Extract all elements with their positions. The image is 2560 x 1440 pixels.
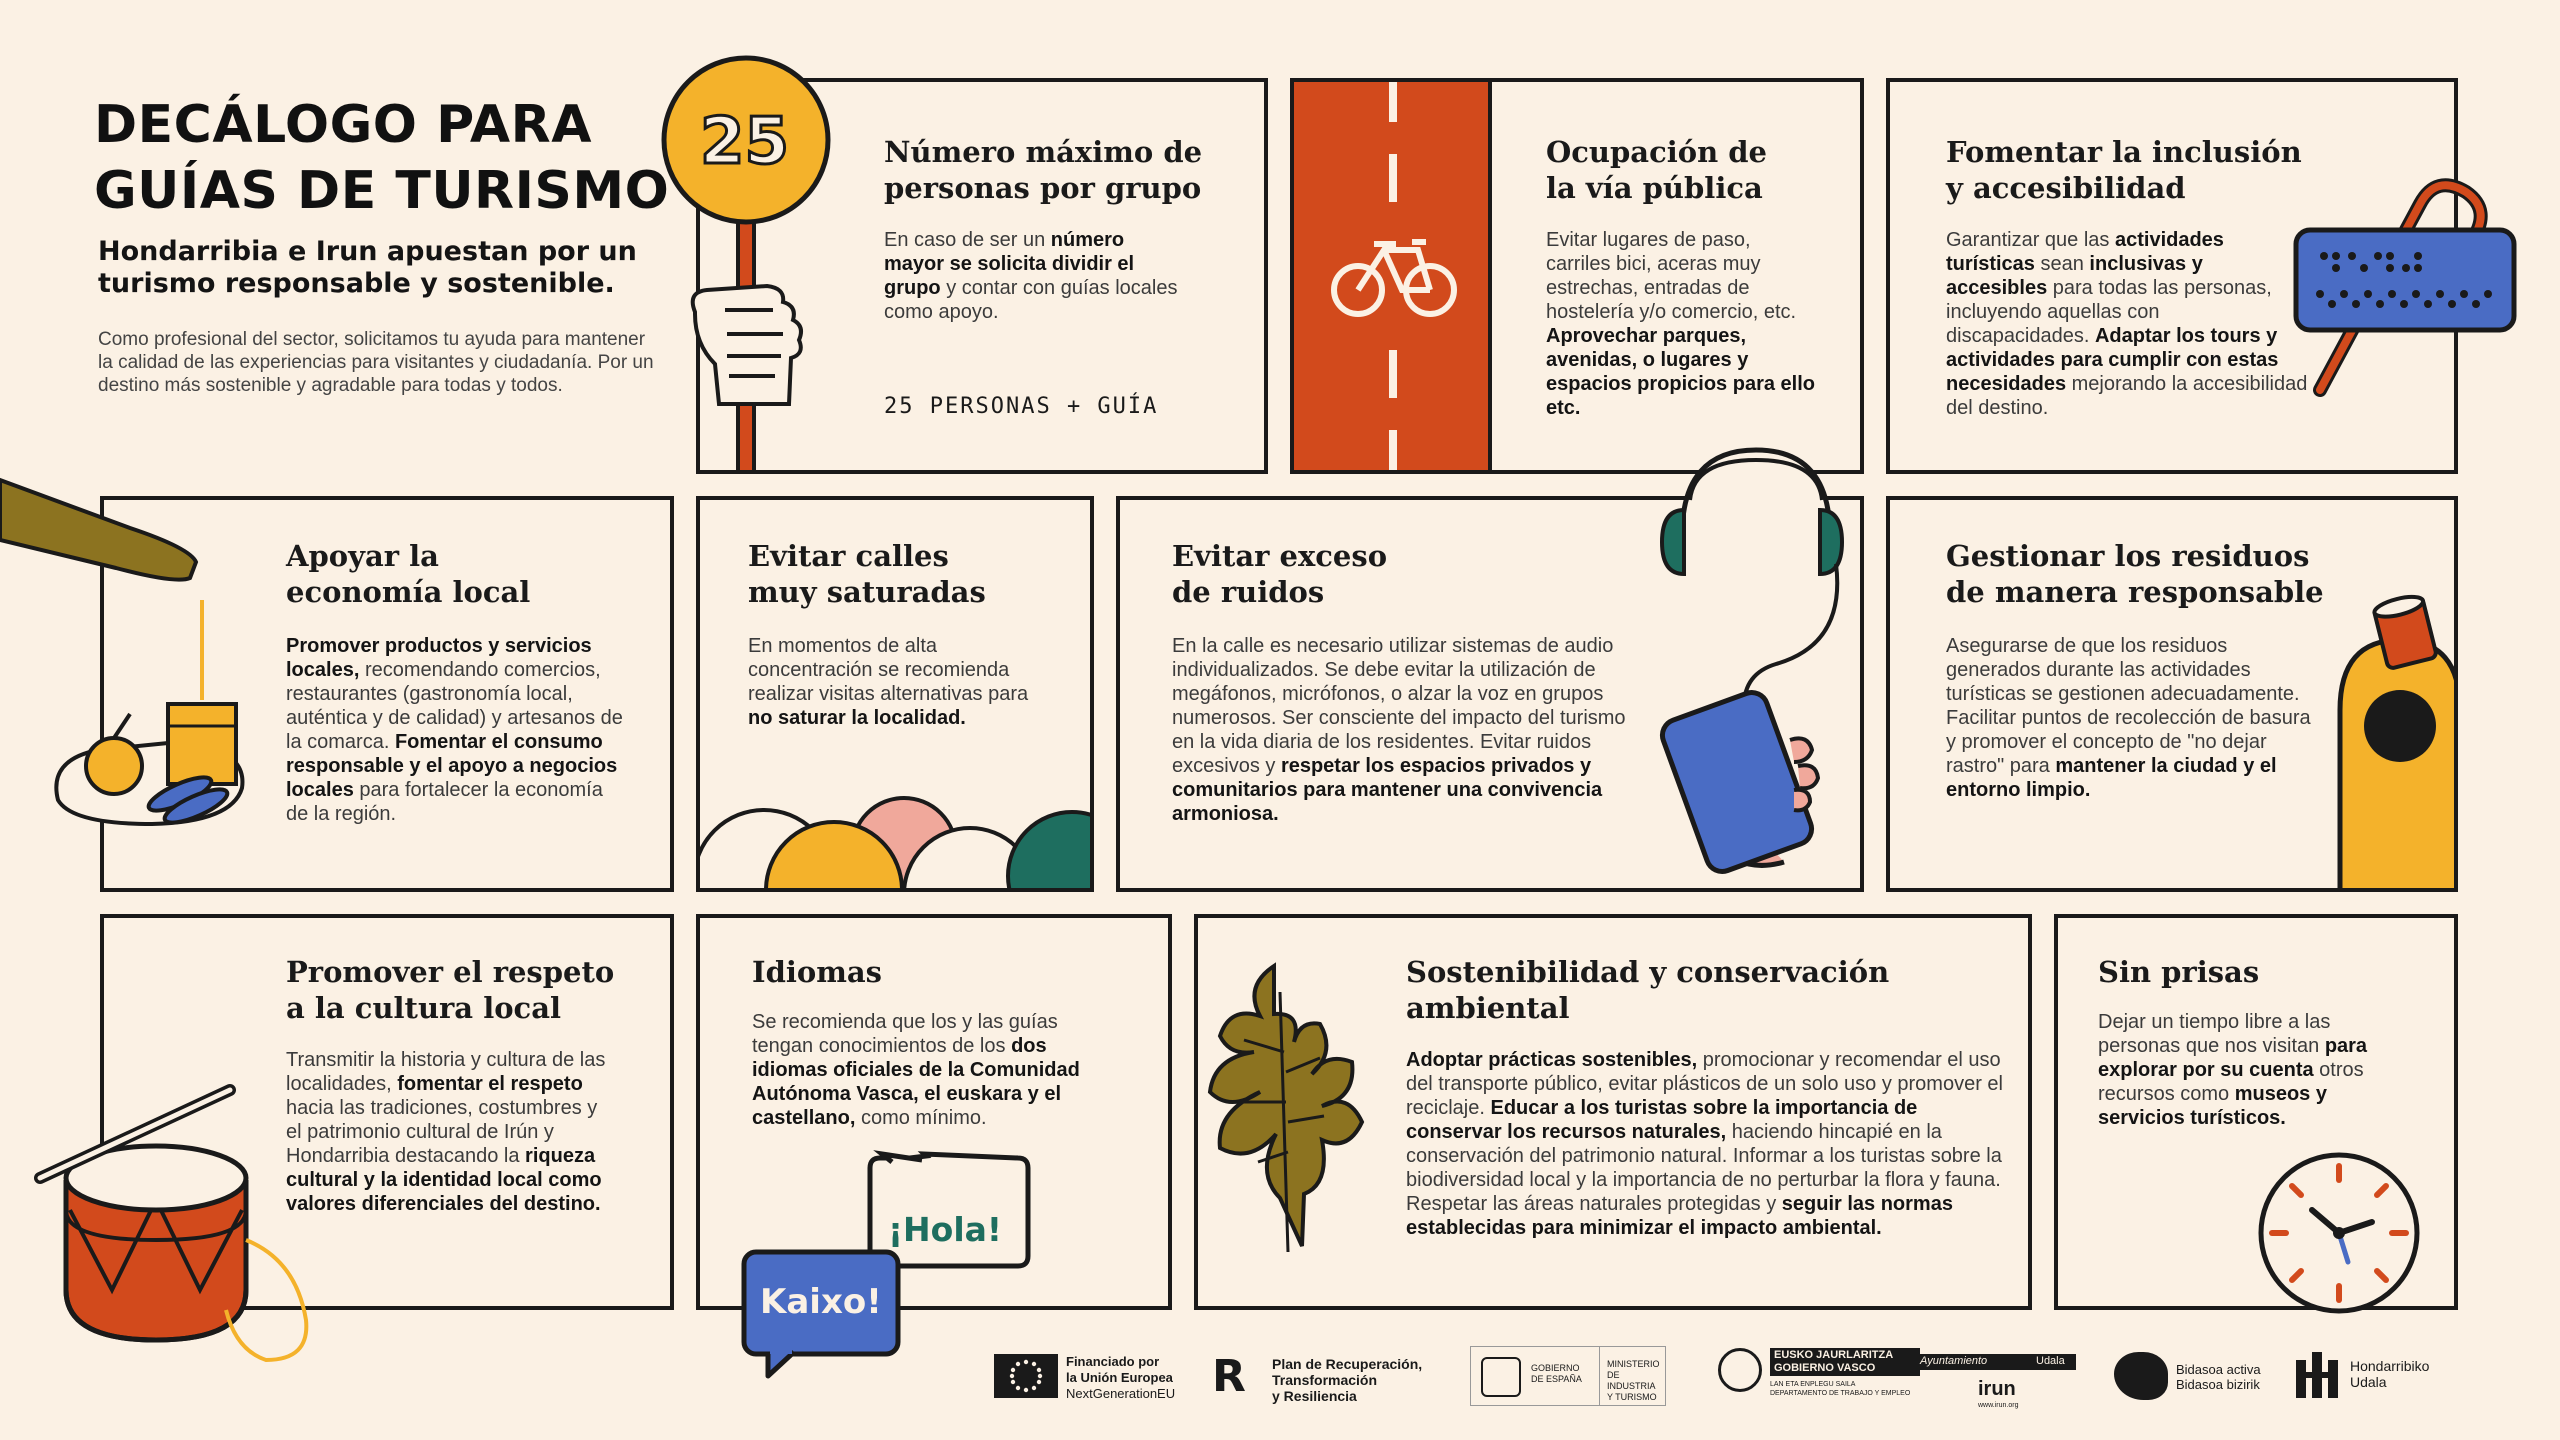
group-count-label: 25 PERSONAS + GUÍA: [884, 394, 1159, 419]
bike-lane-illustration: [1294, 82, 1492, 470]
panel-title: Número máximo de personas por grupo: [884, 135, 1203, 205]
trash-bin-illustration: [2330, 600, 2458, 892]
title-line-1: DECÁLOGO PARA: [94, 95, 592, 155]
panel-body: Se recomienda que los y las guías tengan conocimientos de los dos idiomas oficiales de la Comunidad Autónoma Vasca, el euskara y el castellano, como mínimo.: [752, 1011, 1080, 1129]
panel-body: Asegurarse de que los residuos generados durante las actividades turísticas se gestionen adecuadamente. Facilitar puntos de recolección de basura y promover el concepto de "no dejar rastro" para mantener la ciudad y el entorno limpio.: [1946, 635, 2311, 801]
food-bottle-illustration: [0, 470, 250, 860]
page-title: [94, 92, 669, 224]
panel-body: Dejar un tiempo libre a las personas que nos visitan para explorar por su cuenta otros recursos como museos y servicios turísticos.: [2098, 1011, 2368, 1129]
eu-stars-icon: [994, 1354, 1058, 1398]
page-subtitle: Hondarribia e Irun apuestan por un turismo responsable y sostenible.: [98, 236, 637, 299]
drum-illustration: [30, 1060, 340, 1360]
headphones-phone-illustration: [1660, 440, 1840, 900]
clock-icon: [2254, 1148, 2424, 1318]
panel-sustainability: [1194, 914, 2032, 1310]
panel-title: Sin prisas: [2098, 955, 2260, 989]
panel-title: Sostenibilidad y conservación ambiental: [1406, 955, 1890, 1025]
panel-title: Apoyar la economía local: [286, 539, 531, 609]
panel-title: Idiomas: [752, 955, 883, 989]
bubble-kaixo-text: Kaixo!: [760, 1282, 882, 1322]
panel-title: Evitar exceso de ruidos: [1172, 539, 1388, 609]
panel-body: Adoptar prácticas sostenibles, promocionar y recomendar el uso del transporte público, evitar plásticos de un solo uso y promover el reciclaje. Educar a los turistas sobre la importancia de conservar los recursos naturales, haciendo hincapié en la conservación del patrimonio natural. Informar a los turistas sobre la biodiversidad local y la importancia de no perturbar la flora y fauna. Respetar las áreas naturales protegidas y seguir las normas establecidas para minimizar el impacto ambiental.: [1406, 1049, 2003, 1239]
panel-crowded-streets: [696, 496, 1094, 892]
panel-waste: [1886, 496, 2458, 892]
title-line-2: GUÍAS DE TURISMO: [94, 161, 670, 221]
bubble-hola-text: ¡Hola!: [888, 1210, 1002, 1249]
spain-crest-icon: [1481, 1357, 1521, 1397]
oak-leaf-illustration: [1188, 962, 1368, 1262]
panel-body: Evitar lugares de paso, carriles bici, aceras muy estrechas, entradas de hostelería y/o comercio, etc. Aprovechar parques, avenidas, o lugares y espacios propicios para ello etc.: [1546, 229, 1815, 419]
panel-no-rush: [2054, 914, 2458, 1310]
sign-number: 25: [700, 105, 790, 179]
panel-body: En la calle es necesario utilizar sistemas de audio individualizados. Se debe evitar la utilización de megáfonos, micrófonos, o alzar la voz en grupos numerosos. Ser consciente del impacto del turismo en la vida diaria de los residentes. Evitar ruidos excesivos y respetar los espacios privados y comunitarios para mantener una convivencia armoniosa.: [1172, 635, 1626, 825]
panel-title: Promover el respeto a la cultura local: [286, 955, 615, 1025]
bidasoa-mark-icon: [2114, 1352, 2168, 1400]
hondarribia-mark-icon: [2294, 1352, 2342, 1398]
panel-body: Transmitir la historia y cultura de las localidades, fomentar el respeto hacia las tradiciones, costumbres y el patrimonio cultural de Irún y Hondarribia destacando la riqueza cultural y la identidad local como valores diferenciales del destino.: [286, 1049, 606, 1215]
panel-title: Evitar calles muy saturadas: [748, 539, 986, 609]
logo-hondarribia: Hondarribiko Udala: [2294, 1352, 2342, 1403]
basque-crest-icon: [1718, 1348, 1762, 1392]
panel-body: En caso de ser un número mayor se solicita dividir el grupo y contar con guías locales como apoyo.: [884, 229, 1178, 323]
panel-body: Promover productos y servicios locales, recomendando comercios, restaurantes (gastronomía local, auténtica y de calidad) y artesanos de la comarca. Fomentar el consumo responsable y el apoyo a negocios locales para fortalecer la economía de la región.: [286, 635, 623, 825]
panel-title: Gestionar los residuos de manera responsable: [1946, 539, 2324, 609]
panel-title: Ocupación de la vía pública: [1546, 135, 1767, 205]
panel-body: En momentos de alta concentración se recomienda realizar visitas alternativas para no saturar la localidad.: [748, 635, 1029, 729]
panel-title: Fomentar la inclusión y accesibilidad: [1946, 135, 2302, 205]
logo-gobierno-espana: GOBIERNO DE ESPAÑA MINISTERIO DE INDUSTRIA Y TURISMO: [1470, 1346, 1666, 1406]
panel-public-road: [1290, 78, 1864, 474]
braille-cane-illustration: [2290, 164, 2520, 404]
panel-body: Garantizar que las actividades turísticas sean inclusivas y accesibles para todas las personas, incluyendo aquellas con discapacidades. Adaptar los tours y actividades para cumplir con estas necesidades mejorando la accesibilidad del destino.: [1946, 229, 2308, 419]
page-intro: Como profesional del sector, solicitamos tu ayuda para mantener la calidad de las experiencias para visitantes y ciudadanía. Por un destino más sostenible y agradable para todas y todos.: [98, 329, 654, 396]
bicycle-icon: [1334, 242, 1454, 314]
crowd-circles-illustration: [700, 770, 1090, 892]
